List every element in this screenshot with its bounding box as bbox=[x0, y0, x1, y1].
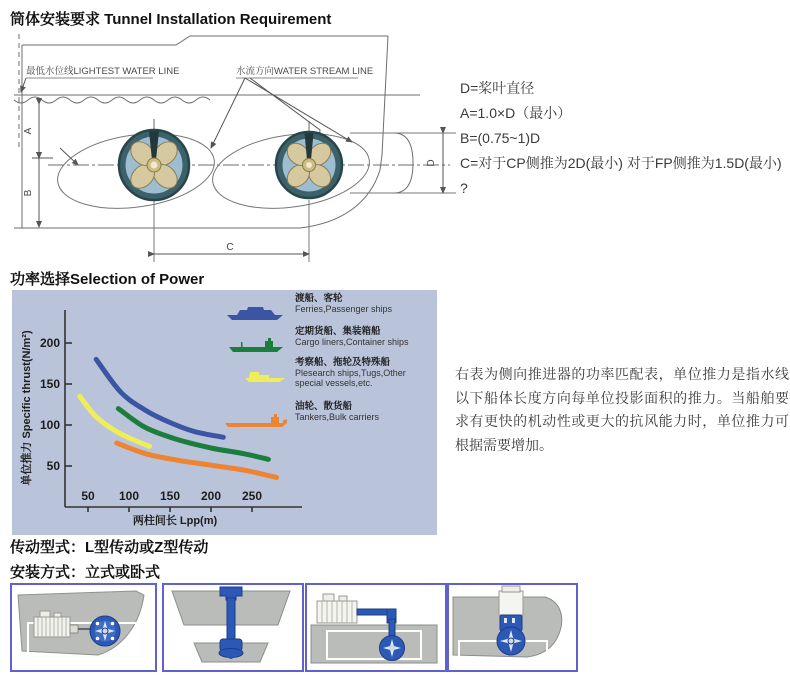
xtick-150: 150 bbox=[159, 489, 181, 503]
motor-icon bbox=[499, 586, 523, 615]
spec-line-a: A=1.0×D（最小） bbox=[460, 105, 572, 121]
thruster-icon bbox=[90, 616, 120, 646]
x-axis-title: 两柱间长 Lpp(m) bbox=[132, 515, 218, 527]
legend-research-zh: 考察船、拖轮及特殊船 bbox=[295, 357, 391, 368]
legend-tankers-zh: 油轮、散货船 bbox=[295, 401, 353, 412]
specific-thrust-chart bbox=[12, 290, 437, 535]
mounting-type-line: 安装方式：立式或卧式 bbox=[10, 564, 161, 581]
spec-line-c: C=对于CP侧推为2D(最小) 对于FP侧推为1.5D(最小) bbox=[460, 155, 782, 171]
xtick-50: 50 bbox=[81, 489, 95, 503]
legend-research-en1: Plesearch ships,Tugs,Other bbox=[295, 368, 406, 378]
xtick-100: 100 bbox=[118, 489, 140, 503]
engine-icon bbox=[317, 594, 357, 623]
dim-d-label: D bbox=[426, 159, 437, 167]
ytick-50: 50 bbox=[46, 459, 60, 473]
legend-tankers-en: Tankers,Bulk carriers bbox=[295, 412, 380, 422]
legend-cargo-en: Cargo liners,Container ships bbox=[295, 337, 409, 347]
dim-c-label: C bbox=[226, 242, 234, 253]
legend-research-en2: special vessels,etc. bbox=[295, 378, 373, 388]
thruster-left-icon bbox=[119, 119, 189, 200]
drive-type-line: 传动型式：L型传动或Z型传动 bbox=[10, 539, 209, 556]
thruster-right-icon bbox=[276, 121, 342, 198]
y-axis-title: 单位推力 Specific thrust(N/m²) bbox=[21, 330, 33, 486]
spec-line-d: D=桨叶直径 bbox=[460, 80, 535, 96]
power-note-paragraph: 右表为侧向推进器的功率匹配表，单位推力是指水线以下船体长度方向每单位投影面积的推力。当船舶要求有更快的机动性或更大的抗风能力时，单位推力可根据需要增加。 bbox=[455, 366, 789, 453]
spec-line-b: B=(0.75~1)D bbox=[460, 130, 541, 146]
xtick-250: 250 bbox=[241, 489, 263, 503]
thumb-vertical-l-drive bbox=[162, 583, 304, 672]
lightest-water-line-label: 最低水位线LIGHTEST WATER LINE bbox=[26, 66, 180, 77]
ytick-200: 200 bbox=[39, 336, 60, 350]
thumb-z-drive-engine bbox=[305, 583, 447, 672]
ytick-100: 100 bbox=[39, 418, 60, 432]
legend-ferries-zh: 渡船、客轮 bbox=[295, 293, 343, 304]
ytick-150: 150 bbox=[39, 377, 60, 391]
tunnel-section-title: 筒体安装要求 Tunnel Installation Requirement bbox=[10, 11, 332, 28]
tunnel-spec-list bbox=[460, 76, 787, 201]
water-stream-line-label: 水流方向WATER STREAM LINE bbox=[236, 66, 374, 77]
thumb-horizontal-drive bbox=[10, 583, 157, 672]
dim-b-label: B bbox=[23, 189, 34, 197]
xtick-200: 200 bbox=[200, 489, 222, 503]
dim-a-label: A bbox=[23, 127, 34, 135]
legend-ferries-en: Ferries,Passenger ships bbox=[295, 304, 393, 314]
tunnel-installation-diagram bbox=[8, 30, 468, 272]
legend-cargo-zh: 定期货船、集装箱船 bbox=[295, 326, 381, 337]
pod-thruster-icon bbox=[497, 615, 525, 655]
thumb-vertical-compact bbox=[447, 583, 578, 672]
power-section-title: 功率选择Selection of Power bbox=[10, 271, 205, 288]
spec-line-question: ? bbox=[460, 180, 468, 196]
